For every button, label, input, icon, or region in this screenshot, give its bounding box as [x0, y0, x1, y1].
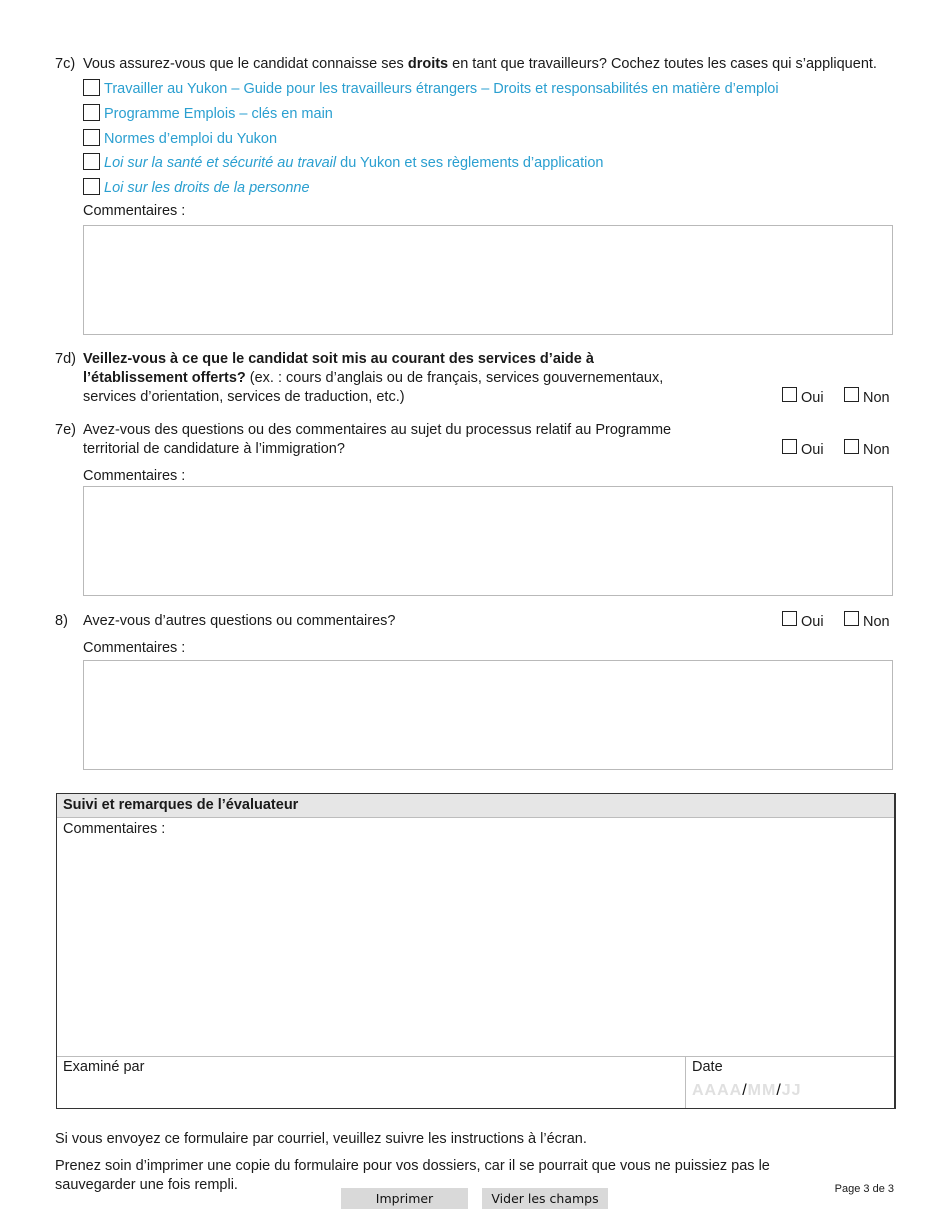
- q7d-yes-checkbox[interactable]: [782, 387, 797, 402]
- q8-number: 8): [55, 613, 68, 629]
- q7e-number: 7e): [55, 422, 76, 438]
- print-button[interactable]: Imprimer: [341, 1188, 468, 1209]
- date-separator-2: /: [776, 1082, 782, 1099]
- date-separator-1: /: [742, 1082, 748, 1099]
- q7c-option-guide-label[interactable]: Travailler au Yukon – Guide pour les travailleurs étrangers – Droits et responsabilités en matière d’emploi: [104, 81, 779, 97]
- q7e-no-label: Non: [863, 442, 890, 458]
- q7c-option-loi-droits-label[interactable]: Loi sur les droits de la personne: [104, 180, 310, 196]
- q7d-number: 7d): [55, 351, 76, 367]
- evaluator-section: [56, 793, 896, 1109]
- q8-yes-label: Oui: [801, 614, 824, 630]
- reviewed-by-field[interactable]: [57, 1078, 683, 1106]
- clear-fields-button[interactable]: Vider les champs: [482, 1188, 608, 1209]
- q7d-question: Veillez-vous à ce que le candidat soit mis au courant des services d’aide à l’établissement offerts? (ex. : cours d’anglais ou de français, services gouvernementaux, services d’orientation, services de traduction, etc.): [83, 351, 664, 405]
- q7e-yes-checkbox[interactable]: [782, 439, 797, 454]
- page-number: Page 3 de 3: [834, 1183, 894, 1195]
- q7d-no-checkbox[interactable]: [844, 387, 859, 402]
- q7c-option-loi-sante-label[interactable]: Loi sur la santé et sécurité au travail du Yukon et ses règlements d’application: [104, 155, 604, 171]
- q7c-checkbox-normes[interactable]: [83, 129, 100, 146]
- print-note: Prenez soin d’imprimer une copie du formulaire pour vos dossiers, car il se pourrait que vous ne puissiez pas le sauvegarder une fois rempli.: [55, 1158, 770, 1193]
- q7e-yes-label: Oui: [801, 442, 824, 458]
- q7e-comments-label: Commentaires :: [83, 468, 186, 484]
- q8-comments-label: Commentaires :: [83, 640, 186, 656]
- q7c-option-normes-label[interactable]: Normes d’emploi du Yukon: [104, 131, 278, 147]
- q8-no-checkbox[interactable]: [844, 611, 859, 626]
- date-field[interactable]: [692, 1082, 802, 1100]
- q7c-comments-label: Commentaires :: [83, 203, 186, 219]
- q7c-checkbox-loi-sante[interactable]: [83, 153, 100, 170]
- q7e-question: Avez-vous des questions ou des commentaires au sujet du processus relatif au Programme territorial de candidature à l’immigration?: [83, 422, 672, 457]
- q7d-yes-label: Oui: [801, 390, 824, 406]
- reviewed-by-label: Examiné par: [63, 1059, 145, 1075]
- email-note: Si vous envoyez ce formulaire par courriel, veuillez suivre les instructions à l’écran.: [55, 1131, 587, 1147]
- q8-yes-checkbox[interactable]: [782, 611, 797, 626]
- q7c-checkbox-guide[interactable]: [83, 79, 100, 96]
- date-year-placeholder: AAAA: [692, 1082, 743, 1099]
- evaluator-header: [57, 794, 894, 818]
- q7c-number: 7c): [55, 56, 76, 72]
- date-day-placeholder: JJ: [781, 1082, 802, 1099]
- evaluator-col-divider: [685, 1056, 686, 1108]
- q7d-no-label: Non: [863, 390, 890, 406]
- q8-question: Avez-vous d’autres questions ou commentaires?: [83, 613, 396, 629]
- q7c-checkbox-programme[interactable]: [83, 104, 100, 121]
- q7c-checkbox-loi-droits[interactable]: [83, 178, 100, 195]
- q8-no-label: Non: [863, 614, 890, 630]
- q7c-question: Vous assurez-vous que le candidat connaisse ses droits en tant que travailleurs? Cochez toutes les cases qui s’appliquent.: [83, 56, 877, 72]
- q7e-comments-field[interactable]: [83, 486, 893, 596]
- evaluator-title: Suivi et remarques de l’évaluateur: [63, 797, 299, 813]
- date-label: Date: [692, 1059, 723, 1075]
- q7c-option-programme-label[interactable]: Programme Emplois – clés en main: [104, 106, 333, 122]
- evaluator-divider: [57, 1056, 894, 1057]
- q7c-comments-field[interactable]: [83, 225, 893, 335]
- date-month-placeholder: MM: [747, 1082, 777, 1099]
- q7e-no-checkbox[interactable]: [844, 439, 859, 454]
- evaluator-comments-label: Commentaires :: [63, 821, 166, 837]
- q8-comments-field[interactable]: [83, 660, 893, 770]
- evaluator-comments-field[interactable]: [57, 838, 894, 1056]
